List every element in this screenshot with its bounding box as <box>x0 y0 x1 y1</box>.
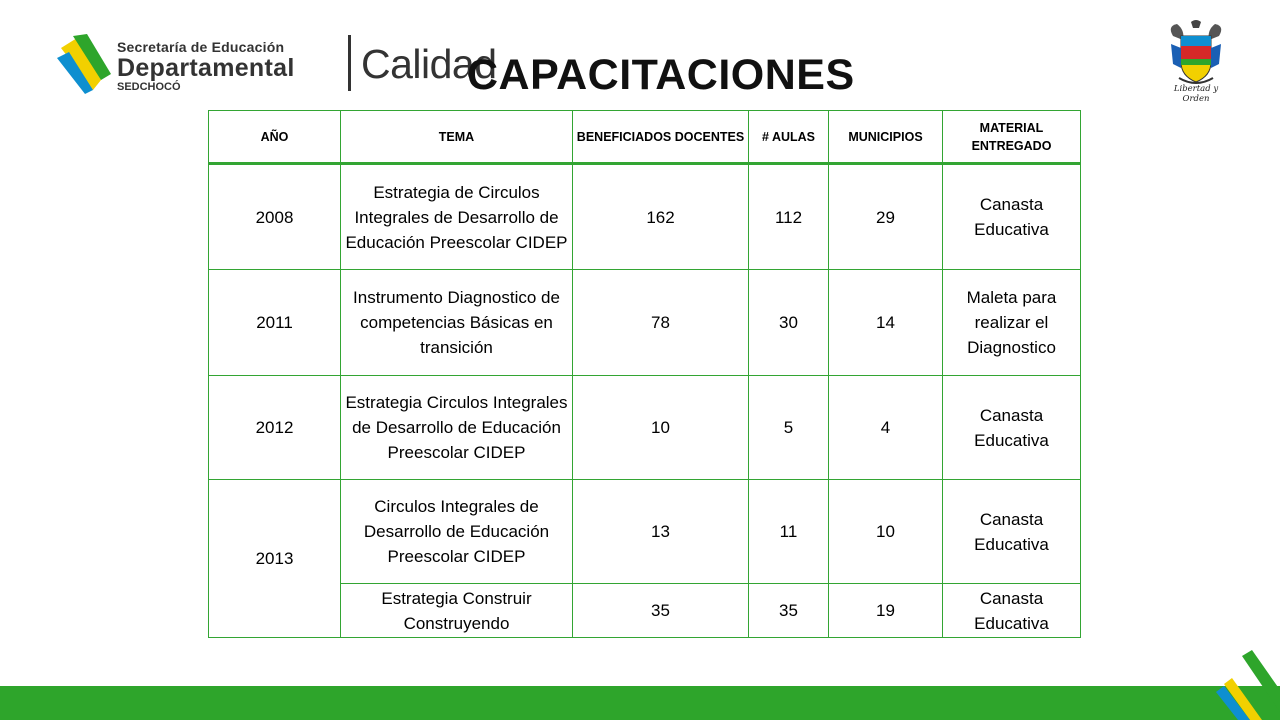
logo-line-sedchoco: SEDCHOCÓ <box>117 81 181 93</box>
cell-aulas: 5 <box>749 376 829 480</box>
cell-aulas: 112 <box>749 164 829 270</box>
logo-line-departamental: Departamental <box>117 54 295 82</box>
table-row <box>209 164 1081 270</box>
cell-year: 2011 <box>209 270 341 376</box>
cell-material: Maleta para realizar el Diagnostico <box>943 270 1081 376</box>
cell-aulas: 30 <box>749 270 829 376</box>
header-municipios: MUNICIPIOS <box>829 111 943 164</box>
header-tema: TEMA <box>341 111 573 164</box>
cell-tema: Instrumento Diagnostico de competencias Básicas en transición <box>341 270 573 376</box>
page-title: CAPACITACIONES <box>467 51 855 99</box>
cell-municipios: 14 <box>829 270 943 376</box>
cell-beneficiados: 162 <box>573 164 749 270</box>
cell-tema: Estrategia de Circulos Integrales de Desarrollo de Educación Preescolar CIDEP <box>341 164 573 270</box>
cell-municipios: 10 <box>829 480 943 584</box>
cell-year: 2012 <box>209 376 341 480</box>
cell-tema: Estrategia Construir Construyendo <box>341 584 573 638</box>
capacitaciones-table <box>208 110 1081 638</box>
cell-material: Canasta Educativa <box>943 164 1081 270</box>
cell-material: Canasta Educativa <box>943 480 1081 584</box>
table-row <box>209 270 1081 376</box>
cell-tema: Estrategia Circulos Integrales de Desarrollo de Educación Preescolar CIDEP <box>341 376 573 480</box>
cell-material: Canasta Educativa <box>943 376 1081 480</box>
table-row <box>209 480 1081 584</box>
logo-calidad: Calidad <box>361 41 497 87</box>
cell-beneficiados: 10 <box>573 376 749 480</box>
sedchoco-logo-icon <box>55 34 115 96</box>
cell-municipios: 19 <box>829 584 943 638</box>
cell-year: 2013 <box>209 480 341 638</box>
cell-aulas: 11 <box>749 480 829 584</box>
table-header-row <box>209 111 1081 164</box>
header-ano: AÑO <box>209 111 341 164</box>
cell-municipios: 4 <box>829 376 943 480</box>
footer-green-bar <box>0 686 1280 720</box>
cell-beneficiados: 35 <box>573 584 749 638</box>
logo-divider <box>348 35 351 91</box>
cell-tema: Circulos Integrales de Desarrollo de Educación Preescolar CIDEP <box>341 480 573 584</box>
sedchoco-logo <box>55 30 497 98</box>
header-beneficiados: BENEFICIADOS DOCENTES <box>573 111 749 164</box>
header-material: MATERIAL ENTREGADO <box>943 111 1081 164</box>
header-aulas: # AULAS <box>749 111 829 164</box>
logo-line-secretaria: Secretaría de Educación <box>117 39 285 55</box>
cell-aulas: 35 <box>749 584 829 638</box>
cell-year: 2008 <box>209 164 341 270</box>
crest-caption: Libertad y Orden <box>1173 84 1219 104</box>
cell-municipios: 29 <box>829 164 943 270</box>
corner-brand-stripes-icon <box>1212 650 1280 720</box>
table-row <box>209 376 1081 480</box>
cell-beneficiados: 13 <box>573 480 749 584</box>
cell-material: Canasta Educativa <box>943 584 1081 638</box>
cell-beneficiados: 78 <box>573 270 749 376</box>
